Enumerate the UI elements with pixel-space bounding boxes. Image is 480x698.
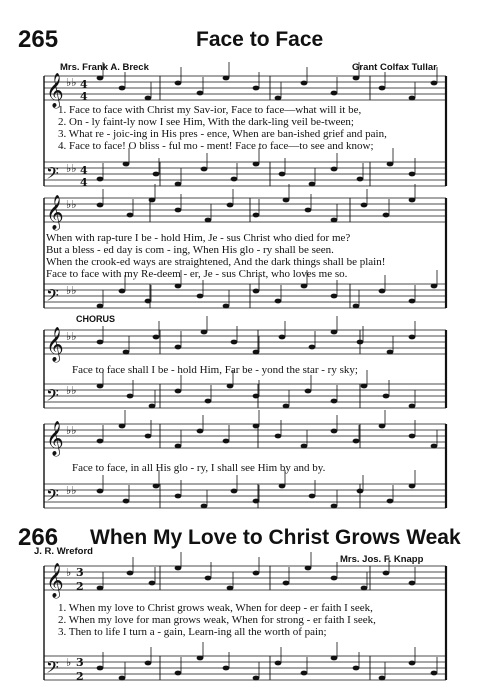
svg-text:♭: ♭ bbox=[66, 566, 72, 579]
note-head bbox=[431, 444, 438, 449]
note-head bbox=[409, 335, 416, 340]
note-head bbox=[387, 499, 394, 504]
note-head bbox=[361, 586, 368, 591]
note-head bbox=[149, 198, 156, 203]
svg-text:3: 3 bbox=[76, 566, 84, 579]
note-head bbox=[383, 213, 390, 218]
note-head bbox=[409, 96, 416, 101]
note-head bbox=[305, 389, 312, 394]
bass-clef-icon: 𝄢 bbox=[46, 485, 59, 509]
verse-266-line-1: 1. When my love to Christ grows weak, When for deep - er faith I seek, bbox=[58, 602, 373, 614]
note-head bbox=[301, 671, 308, 676]
note-head bbox=[227, 203, 234, 208]
note-head bbox=[357, 177, 364, 182]
verse-line-2-2: But a bless - ed day is com - ing, When His glo - ry shall be seen. bbox=[46, 244, 334, 256]
note-head bbox=[175, 81, 182, 86]
note-head bbox=[97, 304, 104, 309]
hymn-265-title: Face to Face bbox=[196, 28, 324, 51]
note-head bbox=[231, 340, 238, 345]
note-head bbox=[353, 439, 360, 444]
note-head bbox=[127, 571, 134, 576]
verse-line-1-4: 4. Face to face! O bliss - ful mo - ment! Face to face—to see and know; bbox=[58, 140, 374, 152]
note-head bbox=[97, 384, 104, 389]
note-head bbox=[361, 384, 368, 389]
note-head bbox=[119, 676, 126, 681]
note-head bbox=[331, 399, 338, 404]
verse-line-1-3: 3. What re - joic-ing in His pres - ence, When are ban-ished grief and pain, bbox=[58, 128, 387, 140]
bass-clef-icon: 𝄢 bbox=[46, 285, 59, 309]
svg-text:3: 3 bbox=[76, 656, 84, 669]
hymn-265-composer: Grant Colfax Tullar bbox=[352, 62, 437, 73]
note-head bbox=[331, 167, 338, 172]
note-head bbox=[223, 666, 230, 671]
note-head bbox=[227, 384, 234, 389]
note-head bbox=[353, 304, 360, 309]
note-head bbox=[175, 444, 182, 449]
svg-text:2: 2 bbox=[76, 580, 84, 593]
note-head bbox=[119, 289, 126, 294]
note-head bbox=[119, 424, 126, 429]
note-head bbox=[283, 198, 290, 203]
svg-text:4: 4 bbox=[80, 90, 88, 103]
note-head bbox=[409, 484, 416, 489]
svg-text:♭♭: ♭♭ bbox=[66, 384, 77, 397]
staff-266-treble bbox=[44, 566, 446, 590]
note-head bbox=[127, 213, 134, 218]
note-head bbox=[145, 434, 152, 439]
hymn-265-author: Mrs. Frank A. Breck bbox=[60, 62, 149, 73]
note-head bbox=[175, 182, 182, 187]
note-head bbox=[331, 504, 338, 509]
treble-clef-icon: 𝄞 bbox=[46, 195, 64, 230]
note-head bbox=[361, 203, 368, 208]
note-head bbox=[153, 172, 160, 177]
note-head bbox=[301, 284, 308, 289]
svg-text:♭♭: ♭♭ bbox=[66, 330, 77, 343]
note-head bbox=[119, 86, 126, 91]
note-head bbox=[231, 489, 238, 494]
note-head bbox=[97, 177, 104, 182]
note-head bbox=[149, 404, 156, 409]
note-head bbox=[253, 571, 260, 576]
note-head bbox=[97, 439, 104, 444]
note-head bbox=[279, 172, 286, 177]
staff-system-3-treble bbox=[44, 330, 446, 354]
bass-clef-icon: 𝄢 bbox=[46, 657, 59, 681]
note-head bbox=[275, 299, 282, 304]
verse-line-1-1: 1. Face to face with Christ my Sav-ior, Face to face—what will it be, bbox=[58, 104, 362, 116]
note-head bbox=[201, 504, 208, 509]
note-head bbox=[253, 676, 260, 681]
verse-266-line-2: 2. When my love for man grows weak, When for strong - er faith I seek, bbox=[58, 614, 376, 626]
note-head bbox=[153, 335, 160, 340]
note-head bbox=[253, 289, 260, 294]
note-head bbox=[279, 335, 286, 340]
svg-text:♭: ♭ bbox=[66, 656, 72, 669]
note-head bbox=[379, 86, 386, 91]
note-head bbox=[145, 299, 152, 304]
note-head bbox=[123, 499, 130, 504]
note-head bbox=[309, 182, 316, 187]
verse-266-line-3: 3. Then to life I turn a - gain, Learn-ing all the worth of pain; bbox=[58, 626, 327, 638]
note-head bbox=[145, 96, 152, 101]
verse-line-2-1: When with rap-ture I be - hold Him, Je - sus Christ who died for me? bbox=[46, 232, 351, 244]
note-head bbox=[357, 489, 364, 494]
note-head bbox=[175, 284, 182, 289]
note-head bbox=[197, 656, 204, 661]
staff-system-1-treble bbox=[44, 76, 446, 100]
note-head bbox=[197, 91, 204, 96]
note-head bbox=[431, 671, 438, 676]
treble-clef-icon: 𝄞 bbox=[46, 327, 64, 362]
note-head bbox=[97, 340, 104, 345]
note-head bbox=[331, 294, 338, 299]
note-head bbox=[231, 177, 238, 182]
note-head bbox=[379, 676, 386, 681]
note-head bbox=[331, 218, 338, 223]
note-head bbox=[223, 439, 230, 444]
staff-system-4-treble bbox=[44, 424, 446, 448]
svg-text:♭♭: ♭♭ bbox=[66, 198, 77, 211]
note-head bbox=[331, 656, 338, 661]
note-head bbox=[97, 666, 104, 671]
note-head bbox=[431, 81, 438, 86]
note-head bbox=[301, 444, 308, 449]
note-head bbox=[309, 345, 316, 350]
svg-text:♭♭: ♭♭ bbox=[66, 162, 77, 175]
note-head bbox=[175, 345, 182, 350]
hymn-266-author: J. R. Wreford bbox=[34, 546, 93, 557]
note-head bbox=[253, 162, 260, 167]
bass-clef-icon: 𝄢 bbox=[46, 385, 59, 409]
note-head bbox=[197, 294, 204, 299]
note-head bbox=[383, 394, 390, 399]
note-head bbox=[283, 404, 290, 409]
note-head bbox=[353, 666, 360, 671]
note-head bbox=[409, 299, 416, 304]
note-head bbox=[379, 424, 386, 429]
hymn-266-number: 266 bbox=[18, 524, 59, 551]
note-head bbox=[409, 434, 416, 439]
svg-text:♭♭: ♭♭ bbox=[66, 76, 77, 89]
note-head bbox=[223, 304, 230, 309]
note-head bbox=[253, 424, 260, 429]
note-head bbox=[205, 576, 212, 581]
note-head bbox=[409, 198, 416, 203]
note-head bbox=[305, 566, 312, 571]
note-head bbox=[175, 494, 182, 499]
hymn-265-number: 265 bbox=[18, 26, 59, 53]
note-head bbox=[409, 581, 416, 586]
staff-266-bass bbox=[44, 656, 446, 680]
staff-system-1-bass bbox=[44, 162, 446, 186]
note-head bbox=[175, 566, 182, 571]
verse-line-1-2: 2. On - ly faint-ly now I see Him, With the dark-ling veil be-tween; bbox=[58, 116, 354, 128]
note-head bbox=[97, 586, 104, 591]
svg-text:4: 4 bbox=[80, 164, 88, 177]
note-head bbox=[409, 172, 416, 177]
note-head bbox=[223, 76, 230, 81]
note-head bbox=[387, 162, 394, 167]
verse-line-2-4: Face to face with my Re-deem - er, Je - sus Christ, who loves me so. bbox=[46, 268, 348, 280]
note-head bbox=[331, 91, 338, 96]
note-head bbox=[201, 167, 208, 172]
note-head bbox=[279, 484, 286, 489]
svg-text:2: 2 bbox=[76, 670, 84, 683]
note-head bbox=[123, 162, 130, 167]
staff-system-2-bass bbox=[44, 284, 446, 308]
note-head bbox=[431, 284, 438, 289]
note-head bbox=[145, 661, 152, 666]
note-head bbox=[253, 350, 260, 355]
note-head bbox=[305, 208, 312, 213]
svg-text:4: 4 bbox=[80, 176, 88, 189]
note-head bbox=[409, 404, 416, 409]
note-head bbox=[275, 96, 282, 101]
note-head bbox=[205, 399, 212, 404]
note-head bbox=[353, 76, 360, 81]
note-head bbox=[205, 218, 212, 223]
note-head bbox=[283, 581, 290, 586]
note-head bbox=[153, 484, 160, 489]
note-head bbox=[275, 661, 282, 666]
note-head bbox=[379, 289, 386, 294]
note-head bbox=[123, 350, 130, 355]
note-head bbox=[201, 330, 208, 335]
staff-system-4-bass bbox=[44, 484, 446, 508]
note-head bbox=[253, 86, 260, 91]
hymn-266-composer: Mrs. Jos. F. Knapp bbox=[340, 554, 424, 565]
note-head bbox=[97, 203, 104, 208]
svg-text:4: 4 bbox=[80, 78, 88, 91]
note-head bbox=[175, 389, 182, 394]
note-head bbox=[387, 350, 394, 355]
note-head bbox=[331, 576, 338, 581]
note-head bbox=[275, 434, 282, 439]
note-head bbox=[197, 429, 204, 434]
note-head bbox=[301, 81, 308, 86]
svg-text:♭♭: ♭♭ bbox=[66, 424, 77, 437]
note-head bbox=[331, 330, 338, 335]
staff-system-2-treble bbox=[44, 198, 446, 222]
bass-clef-icon: 𝄢 bbox=[46, 163, 59, 187]
note-head bbox=[97, 76, 104, 81]
note-head bbox=[127, 394, 134, 399]
chorus-line-1: Face to face shall I be - hold Him, Far be - yond the star - ry sky; bbox=[72, 364, 358, 376]
verse-line-2-3: When the crook-ed ways are straightened, And the dark things shall be plain! bbox=[46, 256, 386, 268]
note-head bbox=[175, 671, 182, 676]
note-head bbox=[227, 586, 234, 591]
note-head bbox=[175, 208, 182, 213]
note-head bbox=[309, 494, 316, 499]
note-head bbox=[357, 340, 364, 345]
note-head bbox=[331, 429, 338, 434]
note-head bbox=[253, 213, 260, 218]
hymn-266-title: When My Love to Christ Grows Weak bbox=[90, 526, 461, 549]
note-head bbox=[253, 499, 260, 504]
chorus-label: CHORUS bbox=[76, 314, 116, 324]
note-head bbox=[253, 394, 260, 399]
note-head bbox=[383, 571, 390, 576]
chorus-line-2: Face to face, in all His glo - ry, I shall see Him by and by. bbox=[72, 462, 326, 474]
treble-clef-icon: 𝄞 bbox=[46, 73, 64, 108]
svg-text:♭♭: ♭♭ bbox=[66, 484, 77, 497]
svg-text:♭♭: ♭♭ bbox=[66, 284, 77, 297]
note-head bbox=[149, 581, 156, 586]
treble-clef-icon: 𝄞 bbox=[46, 421, 64, 456]
note-head bbox=[409, 661, 416, 666]
treble-clef-icon: 𝄞 bbox=[46, 563, 64, 598]
note-head bbox=[97, 489, 104, 494]
